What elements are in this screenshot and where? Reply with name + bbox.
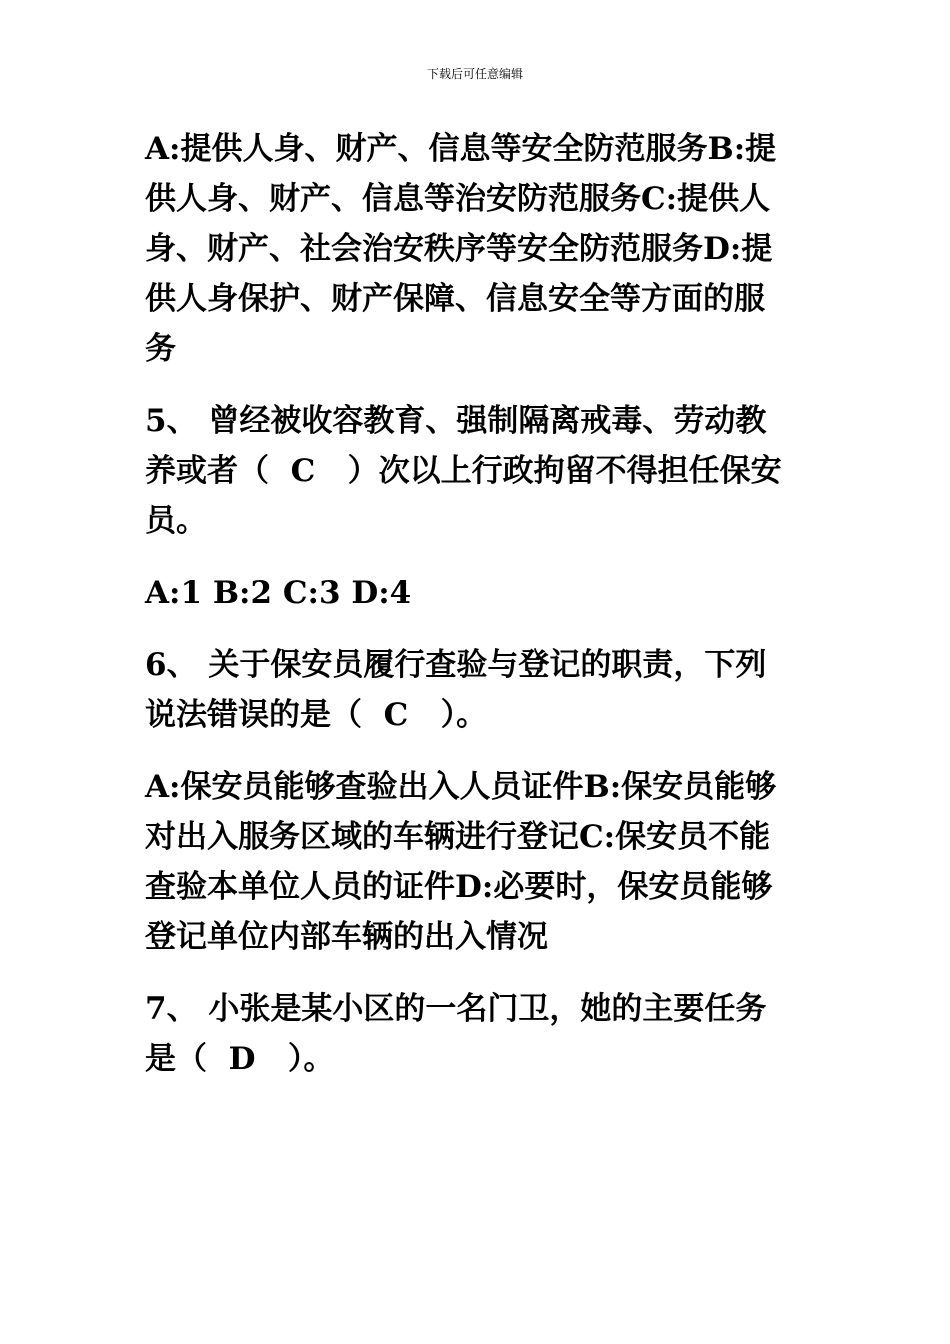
question-4-options: A:提供人身、财产、信息等安全防范服务B:提供人身、财产、信息等治安防范服务C:提供人身、财产、社会治安秩序等安全防范服务D:提供人身保护、财产保障、信息安全等方面的服务: [145, 131, 777, 367]
question-5-text: 5、 曾经被收容教育、强制隔离戒毒、劳动教养或者（ C ）次以上行政拘留不得担任保安员。: [145, 403, 782, 539]
question-5-options: A:1 B:2 C:3 D:4: [145, 575, 412, 611]
document-body: [145, 124, 795, 1084]
question-6-text: 6、 关于保安员履行查验与登记的职责，下列说法错误的是（ C ）。: [145, 647, 767, 733]
header-note: 下载后可任意编辑: [426, 67, 523, 81]
question-6-options: A:保安员能够查验出入人员证件B:保安员能够对出入服务区域的车辆进行登记C:保安员不能查验本单位人员的证件D:必要时，保安员能够登记单位内部车辆的出入情况: [145, 769, 777, 955]
question-7-text: 7、 小张是某小区的一名门卫，她的主要任务是（ D ）。: [145, 991, 767, 1077]
